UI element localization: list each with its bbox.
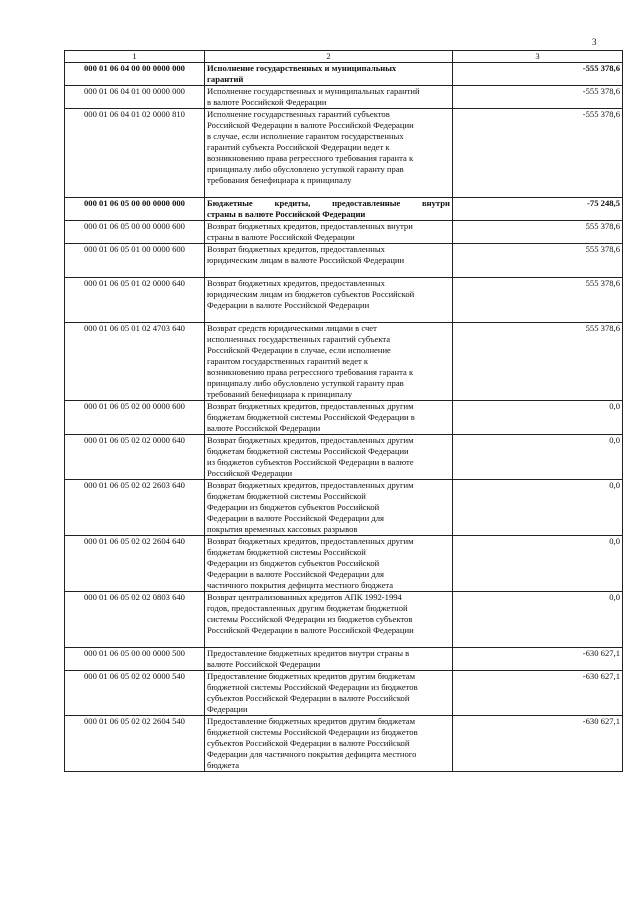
amount: 0,0 <box>453 480 623 536</box>
budget-sources-table <box>64 50 623 772</box>
table-row <box>65 278 623 323</box>
description-line: юридическим лицам в валюте Российской Федерации <box>207 255 405 265</box>
budget-code: 000 01 06 05 02 02 2604 640 <box>65 536 205 592</box>
description-line: Возврат бюджетных кредитов, предоставленных другим <box>207 401 414 411</box>
description-line: Предоставление бюджетных кредитов другим бюджетам <box>207 671 416 681</box>
table-row <box>65 648 623 671</box>
header-col-1: 1 <box>65 51 205 63</box>
description-cell <box>205 536 453 592</box>
description-line: бюджетам бюджетной системы Российской Федерации в <box>207 412 415 422</box>
description-line: Федерации в валюте Российской Федерации для <box>207 569 384 579</box>
table-row <box>65 536 623 592</box>
budget-code: 000 01 06 05 02 00 0000 600 <box>65 401 205 435</box>
description-line: требования бенефициара к принципалу <box>207 175 352 185</box>
description-line: из бюджетов субъектов Российской Федерации в валюте <box>207 457 414 467</box>
budget-code: 000 01 06 05 02 02 0000 540 <box>65 671 205 716</box>
budget-code: 000 01 06 05 00 00 0000 000 <box>65 198 205 221</box>
description-line: Федерации <box>207 704 248 714</box>
amount: 555 378,6 <box>453 323 623 401</box>
description-cell <box>205 480 453 536</box>
budget-code: 000 01 06 04 01 00 0000 000 <box>65 86 205 109</box>
table-row <box>65 480 623 536</box>
description-cell <box>205 278 453 323</box>
description-cell <box>205 401 453 435</box>
description-line <box>207 636 450 647</box>
description-line: гарантий субъекта Российской Федерации ведет к <box>207 142 390 152</box>
amount: -75 248,5 <box>453 198 623 221</box>
description-cell <box>205 323 453 401</box>
budget-code: 000 01 06 05 02 02 0803 640 <box>65 592 205 648</box>
amount: -630 627,1 <box>453 648 623 671</box>
description-line: бюджетам бюджетной системы Российской <box>207 547 366 557</box>
budget-code: 000 01 06 05 00 00 0000 500 <box>65 648 205 671</box>
description-line: Российской Федерации в валюте Российской Федерации <box>207 625 414 635</box>
budget-code: 000 01 06 05 01 00 0000 600 <box>65 244 205 278</box>
budget-code: 000 01 06 04 01 02 0000 810 <box>65 109 205 198</box>
amount: 0,0 <box>453 435 623 480</box>
description-line: Возврат бюджетных кредитов, предоставленных другим <box>207 435 414 445</box>
description-line: Федерации из бюджетов субъектов Российской <box>207 558 380 568</box>
table-row <box>65 716 623 772</box>
description-line: Возврат бюджетных кредитов, предоставленных другим <box>207 480 414 490</box>
budget-code: 000 01 06 05 02 02 2604 540 <box>65 716 205 772</box>
description-line: Федерации для частичного покрытия дефицита местного <box>207 749 417 759</box>
description-cell <box>205 86 453 109</box>
description-line <box>207 311 450 322</box>
description-cell <box>205 221 453 244</box>
description-line: Российской Федерации в случае, если исполнение <box>207 345 391 355</box>
description-line: бюджета <box>207 760 240 770</box>
description-line: принципалу либо обусловлено уступкой гаранту прав <box>207 378 404 388</box>
description-line: Возврат средств юридическими лицами в счет <box>207 323 377 333</box>
description-cell <box>205 716 453 772</box>
description-line: Предоставление бюджетных кредитов другим бюджетам <box>207 716 416 726</box>
amount: 0,0 <box>453 536 623 592</box>
amount: -555 378,6 <box>453 86 623 109</box>
description-line: валюте Российской Федерации <box>207 423 321 433</box>
table-row <box>65 109 623 198</box>
description-line: гарантом государственных гарантий ведет к <box>207 356 369 366</box>
description-line: Исполнение государственных и муниципальных <box>207 63 397 73</box>
description-line: частичного покрытия дефицита местного бюджета <box>207 580 394 590</box>
description-line: годов, предоставленных другим бюджетам бюджетной <box>207 603 408 613</box>
amount: 0,0 <box>453 401 623 435</box>
description-line: Российской Федерации в валюте Российской Федерации <box>207 120 414 130</box>
description-line: Федерации в валюте Российской Федерации для <box>207 513 384 523</box>
amount: 555 378,6 <box>453 244 623 278</box>
description-line: Возврат бюджетных кредитов, предоставленных <box>207 244 385 254</box>
description-line: субъектов Российской Федерации в валюте Российской <box>207 693 410 703</box>
table-row <box>65 592 623 648</box>
description-line <box>207 266 450 277</box>
description-line: валюте Российской Федерации <box>207 659 321 669</box>
description-cell <box>205 592 453 648</box>
description-line: Федерации из бюджетов субъектов Российской <box>207 502 380 512</box>
description-line: бюджетной системы Российской Федерации из бюджетов <box>207 682 418 692</box>
description-line: Возврат бюджетных кредитов, предоставленных <box>207 278 385 288</box>
amount: -555 378,6 <box>453 63 623 86</box>
table-row <box>65 244 623 278</box>
description-line: страны в валюте Российской Федерации <box>207 232 355 242</box>
description-line: Российской Федерации <box>207 468 293 478</box>
description-line: гарантий <box>207 74 244 84</box>
amount: -630 627,1 <box>453 671 623 716</box>
description-line <box>207 186 450 197</box>
description-line: принципалу либо обусловлено уступкой гаранту прав <box>207 164 404 174</box>
table-row <box>65 435 623 480</box>
table-row <box>65 63 623 86</box>
description-line: субъектов Российской Федерации в валюте Российской <box>207 738 410 748</box>
amount: 0,0 <box>453 592 623 648</box>
description-cell <box>205 198 453 221</box>
header-col-2: 2 <box>205 51 453 63</box>
description-line: возникновению права регрессного требования гаранта к <box>207 153 414 163</box>
table-row <box>65 221 623 244</box>
description-cell <box>205 671 453 716</box>
description-line: возникновению права регрессного требования гаранта к <box>207 367 414 377</box>
description-line: покрытия временных кассовых разрывов <box>207 524 358 534</box>
description-line: бюджетам бюджетной системы Российской <box>207 491 366 501</box>
budget-code: 000 01 06 04 00 00 0000 000 <box>65 63 205 86</box>
budget-code: 000 01 06 05 01 02 0000 640 <box>65 278 205 323</box>
description-cell <box>205 435 453 480</box>
description-cell <box>205 109 453 198</box>
description-line: Возврат бюджетных кредитов, предоставленных другим <box>207 536 414 546</box>
budget-code: 000 01 06 05 02 02 2603 640 <box>65 480 205 536</box>
amount: -555 378,6 <box>453 109 623 198</box>
amount: 555 378,6 <box>453 278 623 323</box>
header-row <box>65 51 623 63</box>
description-line: Возврат бюджетных кредитов, предоставленных внутри <box>207 221 413 231</box>
description-line: в случае, если исполнение гарантом государственных <box>207 131 404 141</box>
description-cell <box>205 244 453 278</box>
table-row <box>65 86 623 109</box>
description-line: бюджетной системы Российской Федерации из бюджетов <box>207 727 418 737</box>
description-line: страны в валюте Российской Федерации <box>207 209 366 219</box>
description-line: Исполнение государственных и муниципальных гарантий <box>207 86 420 96</box>
description-line: Возврат централизованных кредитов АПК 1992-1994 <box>207 592 402 602</box>
table-row <box>65 323 623 401</box>
description-line: требований бенефициара к принципалу <box>207 389 353 399</box>
budget-code: 000 01 06 05 02 02 0000 640 <box>65 435 205 480</box>
table-row <box>65 401 623 435</box>
description-line: в валюте Российской Федерации <box>207 97 327 107</box>
table-row <box>65 198 623 221</box>
description-cell <box>205 648 453 671</box>
description-line: системы Российской Федерации из бюджетов субъектов <box>207 614 413 624</box>
budget-code: 000 01 06 05 01 02 4703 640 <box>65 323 205 401</box>
page-number: 3 <box>592 37 597 47</box>
description-line: исполненных государственных гарантий субъекта <box>207 334 391 344</box>
budget-code: 000 01 06 05 00 00 0000 600 <box>65 221 205 244</box>
description-line: Бюджетные кредиты, предоставленные внутри <box>207 198 450 208</box>
description-line: Федерации в валюте Российской Федерации <box>207 300 370 310</box>
table-row <box>65 671 623 716</box>
description-line: Предоставление бюджетных кредитов внутри страны в <box>207 648 410 658</box>
amount: 555 378,6 <box>453 221 623 244</box>
description-line: Исполнение государственных гарантий субъектов <box>207 109 390 119</box>
description-cell <box>205 63 453 86</box>
amount: -630 627,1 <box>453 716 623 772</box>
description-line: юридическим лицам из бюджетов субъектов Российской <box>207 289 415 299</box>
header-col-3: 3 <box>453 51 623 63</box>
description-line: бюджетам бюджетной системы Российской Федерации <box>207 446 409 456</box>
